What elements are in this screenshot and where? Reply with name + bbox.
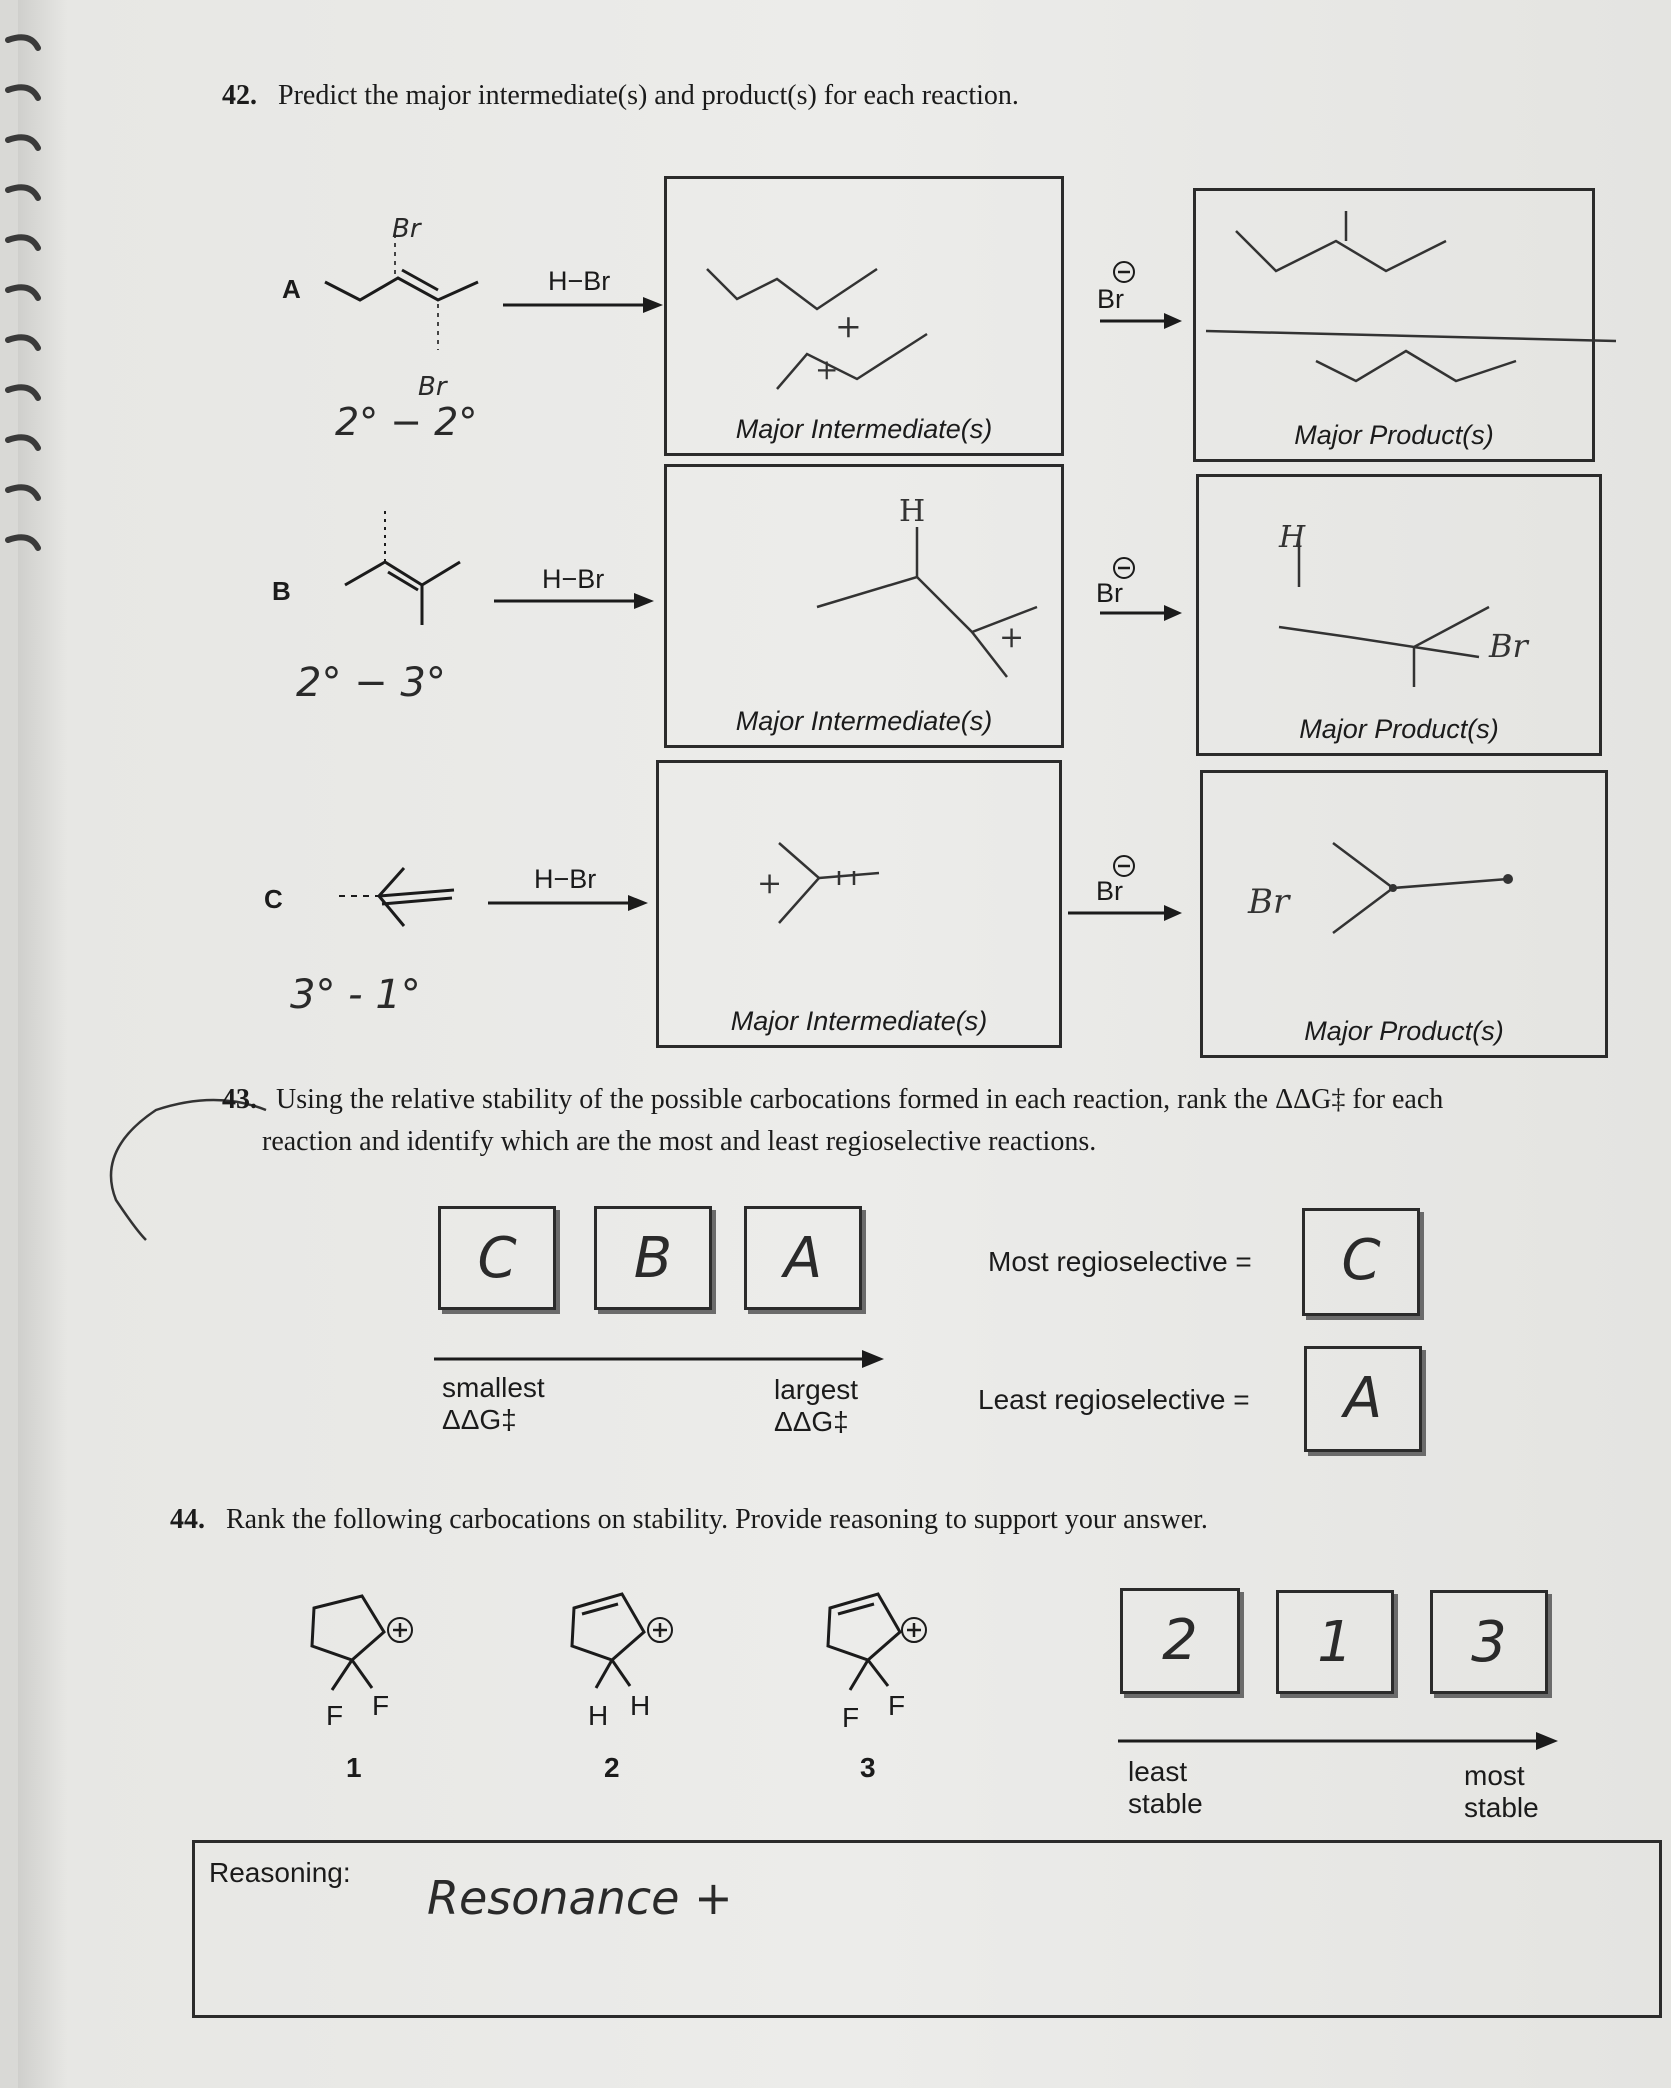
row-b-product-box[interactable]: [1196, 474, 1602, 756]
reasoning-label: Reasoning:: [209, 1857, 351, 1888]
q44-number: 44.: [170, 1504, 205, 1535]
row-c-intermediate-drawing: [739, 813, 999, 933]
q43-axis-left: [442, 1372, 545, 1436]
row-b-arrow-2: [1100, 604, 1182, 624]
row-b-alkene-structure: [340, 510, 470, 630]
svg-text:+: +: [757, 866, 783, 901]
row-c-product-drawing: [1243, 833, 1573, 953]
row-a-intermediate-drawing: [697, 239, 1037, 389]
row-b-label: B: [272, 576, 291, 606]
row-b-product-label: Major Product(s): [1299, 714, 1499, 744]
row-a-br-mark-bottom: Br: [418, 372, 447, 402]
q43-most-answer: C: [1341, 1228, 1381, 1293]
q43-most-answer-box[interactable]: [1302, 1208, 1420, 1316]
row-b-br-text: Br: [1096, 578, 1123, 608]
q43-prompt-line2: reaction and identify which are the most and least regioselective reactions.: [262, 1126, 1097, 1157]
row-c-arrow: [488, 894, 648, 914]
q43-header: [222, 1084, 1671, 1116]
row-c-label: C: [264, 884, 283, 914]
compound-3-sub-left: F: [842, 1702, 860, 1733]
q44-axis-left: [1128, 1756, 1203, 1820]
row-c-product-label: Major Product(s): [1304, 1016, 1504, 1046]
row-a-label: A: [282, 274, 301, 304]
row-c-alkene-structure: [334, 856, 474, 936]
row-c-arrow-2: [1068, 904, 1182, 924]
q43-most-label: Most regioselective =: [988, 1246, 1252, 1277]
q43-rank-slot-3[interactable]: [744, 1206, 862, 1310]
row-b-note: 2° − 3°: [296, 660, 446, 706]
q43-least-answer-box[interactable]: [1304, 1346, 1422, 1452]
compound-2-sub-left: H: [588, 1700, 609, 1731]
row-c-reagent: H−Br: [534, 864, 597, 894]
compound-1-number: 1: [346, 1752, 362, 1783]
row-c-charge-icon: [1112, 854, 1136, 878]
row-c-nucleophile: [1096, 876, 1123, 907]
q43-rank-slot-1[interactable]: [438, 1206, 556, 1310]
row-c-product-box[interactable]: [1200, 770, 1608, 1058]
compound-2-sub-right: H: [630, 1690, 651, 1721]
compound-2-cyclopentenyl-cation: [560, 1584, 690, 1714]
q43-rank-slot-2[interactable]: [594, 1206, 712, 1310]
q43-least-answer: A: [1343, 1366, 1383, 1431]
q44-rank-slot-3[interactable]: [1430, 1590, 1548, 1694]
svg-text:+: +: [999, 620, 1025, 655]
compound-1-sub-right: F: [372, 1690, 390, 1721]
row-b-reagent: H−Br: [542, 564, 605, 594]
row-a-arrow: [503, 296, 663, 316]
svg-text:Br: Br: [1248, 882, 1290, 922]
row-a-intermediate-label: Major Intermediate(s): [735, 414, 993, 444]
row-b-product-drawing: [1239, 517, 1579, 677]
q43-least-label: Least regioselective =: [978, 1384, 1250, 1415]
compound-1-sub-left: F: [326, 1700, 344, 1731]
svg-text:+: +: [835, 307, 862, 345]
svg-text:H: H: [1279, 520, 1306, 555]
compound-2-number: 2: [604, 1752, 620, 1783]
q44-axis-right: [1464, 1760, 1539, 1824]
row-c-intermediate-label: Major Intermediate(s): [730, 1006, 988, 1036]
q44-axis-left-word1: least: [1128, 1756, 1188, 1787]
svg-text:Br: Br: [1489, 627, 1528, 665]
q44-rank-2-answer: 1: [1317, 1610, 1353, 1675]
row-b-arrow: [494, 592, 654, 612]
svg-text:+: +: [815, 353, 839, 386]
compound-3-number: 3: [860, 1752, 876, 1783]
row-a-note: 2° − 2°: [335, 400, 478, 444]
q43-axis-right: [774, 1374, 858, 1438]
q43-rank-2-answer: B: [633, 1226, 673, 1291]
row-c-note: 3° - 1°: [290, 972, 421, 1018]
q44-prompt: Rank the following carbocations on stability. Provide reasoning to support your answer.: [226, 1504, 1208, 1535]
row-b-intermediate-box[interactable]: [664, 464, 1064, 748]
q44-rank-slot-1[interactable]: [1120, 1588, 1240, 1694]
q43-prompt-line1: Using the relative stability of the possible carbocations formed in each reaction, rank the ΔΔG‡ for each: [276, 1084, 1444, 1115]
row-a-intermediate-box[interactable]: [664, 176, 1064, 456]
q44-rank-slot-2[interactable]: [1276, 1590, 1394, 1694]
q43-axis-right-symbol: ΔΔG‡: [774, 1406, 849, 1437]
svg-text:H: H: [899, 494, 926, 529]
q43-axis-left-word: smallest: [442, 1372, 545, 1403]
q42-prompt: Predict the major intermediate(s) and product(s) for each reaction.: [278, 80, 1019, 111]
q43-axis-right-word: largest: [774, 1374, 859, 1405]
q44-rank-1-answer: 2: [1162, 1608, 1198, 1673]
reasoning-box[interactable]: [192, 1840, 1662, 2018]
q44-axis-left-word2: stable: [1128, 1788, 1203, 1819]
q43-number: 43.: [222, 1084, 257, 1115]
q44-rank-3-answer: 3: [1471, 1610, 1507, 1675]
row-a-product-drawing: [1216, 211, 1596, 411]
row-c-intermediate-box[interactable]: [656, 760, 1062, 1048]
q42-number: 42.: [222, 80, 257, 111]
row-a-br-mark-top: Br: [392, 214, 421, 244]
q43-scale-arrow: [434, 1348, 884, 1370]
row-a-arrow-2: [1100, 312, 1182, 332]
row-a-reagent: H−Br: [548, 266, 611, 296]
q42-header: [222, 80, 1019, 112]
row-b-intermediate-label: Major Intermediate(s): [735, 706, 993, 736]
compound-3-cyclopentenyl-cation: [816, 1586, 946, 1716]
compound-1-cyclopentyl-cation: [300, 1588, 430, 1718]
row-b-charge-icon: [1112, 556, 1136, 580]
q43-axis-left-symbol: ΔΔG‡: [442, 1404, 517, 1435]
q43-rank-3-answer: A: [783, 1226, 823, 1291]
row-a-nucleophile: [1097, 284, 1124, 315]
q44-axis-right-word2: stable: [1464, 1792, 1539, 1823]
row-a-charge-icon: [1112, 260, 1136, 284]
row-a-product-label: Major Product(s): [1294, 420, 1494, 450]
q44-axis-right-word1: most: [1464, 1760, 1525, 1791]
row-b-intermediate-drawing: [767, 487, 1027, 657]
row-c-br-text: Br: [1096, 876, 1123, 906]
spiral-binding: [0, 20, 60, 560]
q44-header: [170, 1504, 1208, 1536]
reasoning-handwritten-answer: Resonance +: [427, 1871, 733, 1925]
compound-3-sub-right: F: [888, 1690, 906, 1721]
q44-scale-arrow: [1118, 1730, 1558, 1752]
row-a-br-text: Br: [1097, 284, 1124, 314]
q43-rank-1-answer: C: [477, 1226, 517, 1291]
row-a-product-box[interactable]: [1193, 188, 1595, 462]
